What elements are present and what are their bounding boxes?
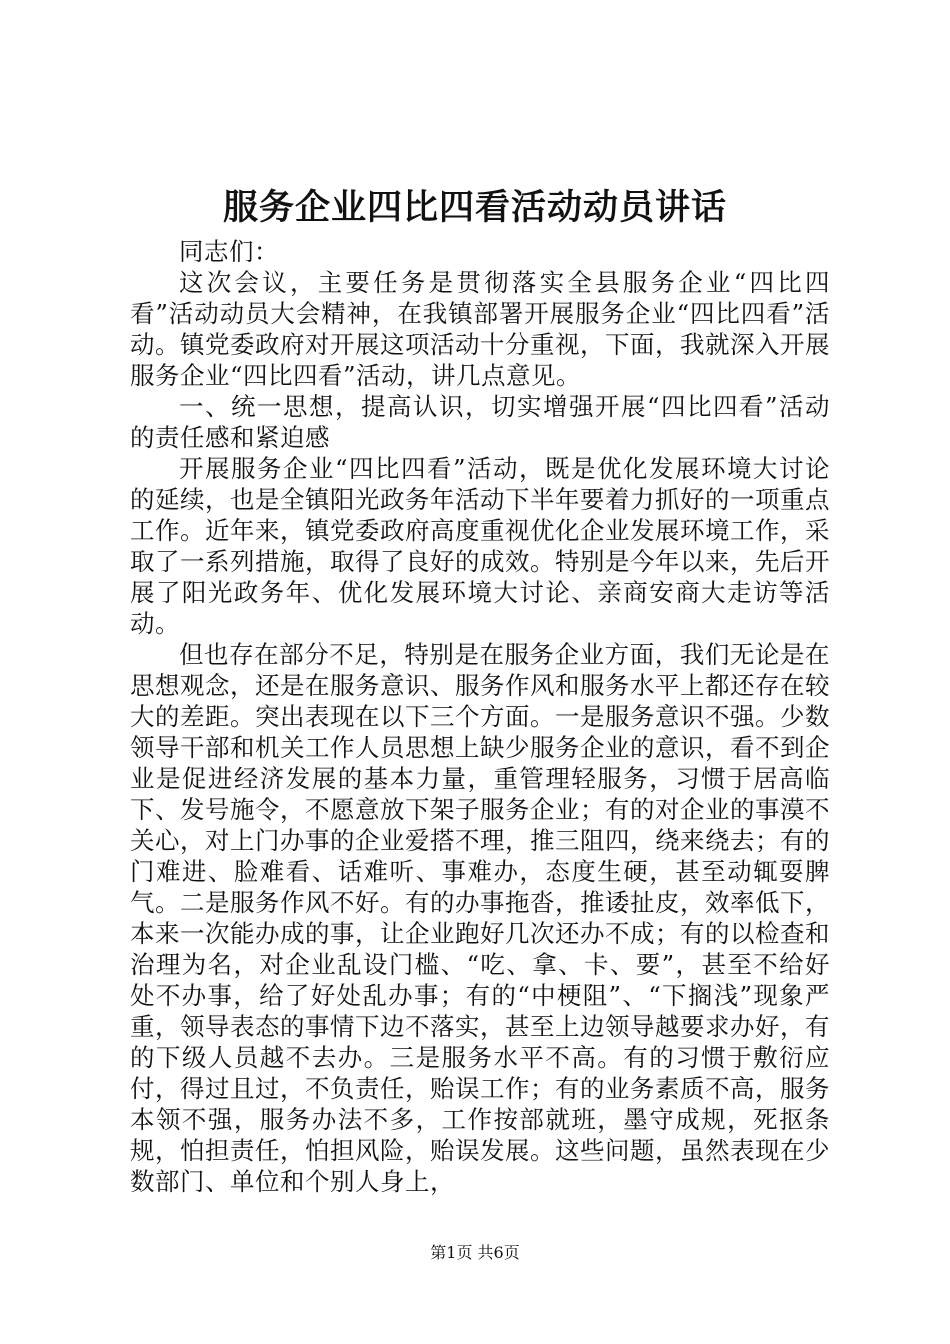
document-body <box>130 236 830 1197</box>
page-number-footer: 第1页 共6页 <box>430 1243 520 1262</box>
section-heading: 一、统一思想，提高认识，切实增强开展“四比四看”活动的责任感和紧迫感 <box>130 392 830 452</box>
body-paragraph: 但也存在部分不足，特别是在服务企业方面，我们无论是在思想观念，还是在服务意识、服务作风和服务水平上都还存在较大的差距。突出表现在以下三个方面。一是服务意识不强。少数领导干部和机关工作人员思想上缺少服务企业的意识，看不到企业是促进经济发展的基本力量，重管理轻服务，习惯于居高临下、发号施令，不愿意放下架子服务企业；有的对企业的事漠不关心，对上门办事的企业爱搭不理，推三阻四，绕来绕去；有的门难进、脸难看、话难听、事难办，态度生硬，甚至动辄耍脾气。二是服务作风不好。有的办事拖沓，推诿扯皮，效率低下，本来一次能办成的事，让企业跑好几次还办不成；有的以检查和治理为名，对企业乱设门槛、“吃、拿、卡、要”，甚至不给好处不办事，给了好处乱办事；有的“中梗阻”、“下搁浅”现象严重，领导表态的事情下边不落实，甚至上边领导越要求办好，有的下级人员越不去办。三是服务水平不高。有的习惯于敷衍应付，得过且过，不负责任，贻误工作；有的业务素质不高，服务本领不强，服务办法不多，工作按部就班，墨守成规，死抠条规，怕担责任，怕担风险，贻误发展。这些问题，虽然表现在少数部门、单位和个别人身上， <box>130 640 830 1196</box>
salutation: 同志们： <box>179 237 279 266</box>
body-paragraph: 开展服务企业“四比四看”活动，既是优化发展环境大讨论的延续，也是全镇阳光政务年活动下半年要着力抓好的一项重点工作。近年来，镇党委政府高度重视优化企业发展环境工作，采取了一系列措施，取得了良好的成效。特别是今年以来，先后开展了阳光政务年、优化发展环境大讨论、亲商安商大走访等活动。 <box>130 454 830 638</box>
body-paragraph: 这次会议，主要任务是贯彻落实全县服务企业“四比四看”活动动员大会精神，在我镇部署开展服务企业“四比四看”活动。镇党委政府对开展这项活动十分重视，下面，我就深入开展服务企业“四比四看”活动，讲几点意见。 <box>130 268 830 390</box>
document-title: 服务企业四比四看活动动员讲话 <box>222 187 727 228</box>
